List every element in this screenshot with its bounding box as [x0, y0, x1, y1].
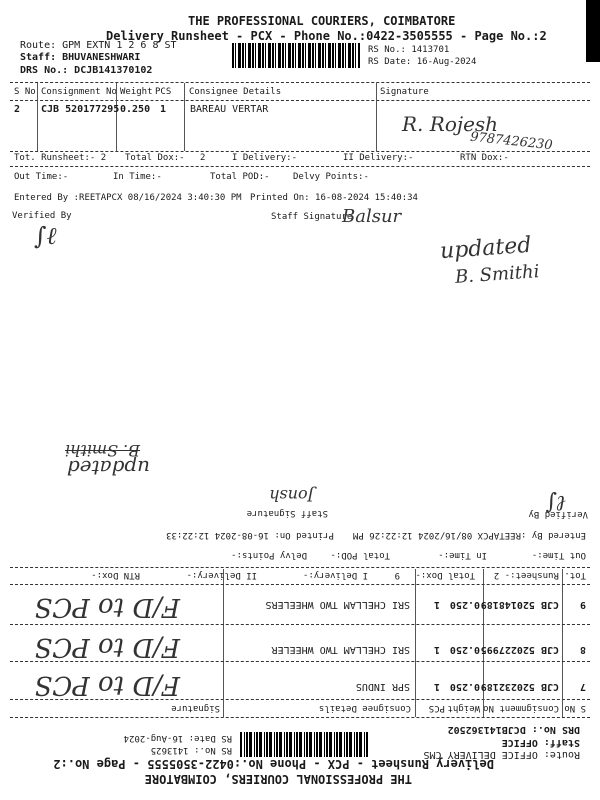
row-consignee: SRI CHELLAM TWO WHEELERS — [265, 599, 410, 610]
ii-delivery: II Delivery:- — [343, 153, 414, 163]
divider — [10, 100, 590, 101]
entered-by: Entered By :REETAPCX 08/16/2024 12:22:26 PM — [353, 530, 586, 540]
col-consignment: Consignment No — [41, 87, 117, 97]
barcode — [240, 732, 368, 757]
handwritten-note-updated: updated — [439, 232, 533, 265]
total-pod: Total POD:- — [210, 172, 270, 182]
col-consignee: Consignee Details — [318, 703, 411, 713]
drs-number: DRS No.: DCJB141362502 — [447, 724, 580, 735]
verified-by: Verified By — [528, 509, 588, 519]
scan-edge-mark — [586, 0, 600, 62]
company-title: THE PROFESSIONAL COURIERS, COIMBATORE — [188, 14, 456, 28]
handwritten-signature: F/D to PCS — [34, 670, 180, 700]
handwritten-signature: F/D to PCS — [34, 592, 180, 622]
staff-signature-hand: Jonsh — [269, 486, 314, 505]
staff-signature-label: Staff Signature — [271, 212, 353, 222]
route-label: Route: GPM EXTN 1 2 6 8 ST — [20, 40, 177, 51]
row-pcs: 1 — [160, 104, 167, 115]
col-pcs: PCS — [155, 87, 172, 97]
verifier-signature-mark: ℓ∫ — [545, 490, 566, 515]
row-consignee: BAREAU VERTAR — [190, 104, 269, 115]
row-consignee: SRI CHELLAM TWO WHEELER — [271, 644, 410, 655]
handwritten-note-name: B. Smithi — [454, 261, 541, 288]
col-sno: S No — [564, 703, 586, 713]
row-consignment: CJB 520148189 — [480, 599, 559, 610]
divider — [10, 624, 590, 625]
inverted-runsheet — [0, 400, 600, 800]
runsheet-title: Delivery Runsheet - PCX - Phone No.:0422-3505555 - Page No.:2 — [106, 29, 547, 43]
row-sno: 7 — [579, 681, 586, 692]
rs-date: RS Date: 16-Aug-2024 — [368, 57, 477, 67]
out-time: Out Time:- — [531, 550, 586, 560]
row-weight: 0.250 — [449, 599, 480, 610]
col-signature: Signature — [380, 87, 429, 97]
printed-on: Printed On: 16-08-2024 15:40:34 — [250, 193, 418, 203]
row-consignee: SPR INDUS — [355, 681, 410, 692]
printed-on: Printed On: 16-08-2024 12:22:33 — [166, 530, 334, 540]
col-pcs: PCS — [428, 703, 445, 713]
rtn-dox: RTN Dox:- — [91, 570, 140, 580]
divider — [10, 151, 590, 152]
total-dox-value: 9 — [394, 570, 400, 580]
col-signature: Signature — [171, 703, 220, 713]
divider — [10, 82, 590, 83]
rs-date: RS Date: 16-Aug-2024 — [123, 733, 232, 743]
company-title: THE PROFESSIONAL COURIERS, COIMBATORE — [144, 772, 412, 786]
delvy-points: Delvy Points:- — [231, 550, 307, 560]
row-consignment: CJB 520232189 — [480, 681, 559, 692]
staff-label: Staff: BHUVANESHWARI — [20, 52, 141, 63]
divider — [10, 717, 590, 718]
row-sno: 2 — [14, 104, 21, 115]
rs-number: RS No.: 1413625 — [150, 745, 232, 755]
row-pcs: 1 — [433, 599, 440, 610]
divider — [10, 166, 590, 167]
row-weight: 0.250 — [449, 681, 480, 692]
row-pcs: 1 — [433, 681, 440, 692]
divider — [10, 584, 590, 585]
row-weight: 0.250 — [120, 104, 151, 115]
row-weight: 0.250 — [449, 644, 480, 655]
col-weight: Weight — [447, 703, 480, 713]
row-pcs: 1 — [433, 644, 440, 655]
i-delivery: I Delivery:- — [232, 153, 298, 163]
i-delivery: I Delivery:- — [302, 570, 368, 580]
rs-number: RS No.: 1413701 — [368, 45, 450, 55]
verified-by: Verified By — [12, 211, 72, 221]
total-dox-label: Total Dox:- — [415, 570, 475, 580]
runsheet-title: Delivery Runsheet - PCX - Phone No.:0422-3505555 - Page No.:2 — [53, 757, 494, 771]
staff-signature-hand: Balsur — [342, 206, 402, 227]
handwritten-phone: 9787426230 — [469, 129, 554, 154]
row-sno: 8 — [579, 644, 586, 655]
verifier-signature-mark: ∫ℓ — [34, 222, 57, 250]
row-sno: 9 — [579, 599, 586, 610]
ii-delivery: II Delivery:- — [186, 570, 257, 580]
handwritten-signature: F/D to PCS — [34, 632, 180, 662]
total-pod: Total POD:- — [330, 550, 390, 560]
in-time: In Time:- — [113, 172, 162, 182]
handwritten-note-updated: updated — [66, 456, 150, 480]
col-consignee: Consignee Details — [189, 87, 282, 97]
staff-signature-label: Staff Signature — [246, 508, 328, 518]
handwritten-note-name: B. Smithi — [64, 441, 140, 460]
rtn-dox: RTN Dox:- — [460, 153, 509, 163]
drs-number: DRS No.: DCJB141370102 — [20, 65, 153, 76]
tot-runsheet: Tot. Runsheet:- 2 — [493, 570, 586, 580]
delvy-points: Delvy Points:- — [293, 172, 369, 182]
row-consignment: CJB 520177295 — [41, 104, 120, 115]
out-time: Out Time:- — [14, 172, 69, 182]
col-weight: Weight — [120, 87, 153, 97]
staff-label: Staff: OFFICE — [501, 737, 580, 748]
col-consignment: Consignment No — [483, 703, 559, 713]
in-time: In Time:- — [438, 550, 487, 560]
divider — [10, 567, 590, 568]
col-sno: S No — [14, 87, 36, 97]
tot-runsheet: Tot. Runsheet:- 2 — [14, 153, 107, 163]
handwritten-signature: R. Rojesh — [402, 112, 499, 136]
total-dox-label: Total Dox:- — [125, 153, 185, 163]
total-dox-value: 2 — [200, 153, 206, 163]
entered-by: Entered By :REETAPCX 08/16/2024 3:40:30 PM — [14, 193, 242, 203]
route-label: Route: OFFICE DELIVERY CMS — [423, 749, 580, 760]
barcode — [232, 43, 360, 68]
row-consignment: CJB 520227995 — [480, 644, 559, 655]
